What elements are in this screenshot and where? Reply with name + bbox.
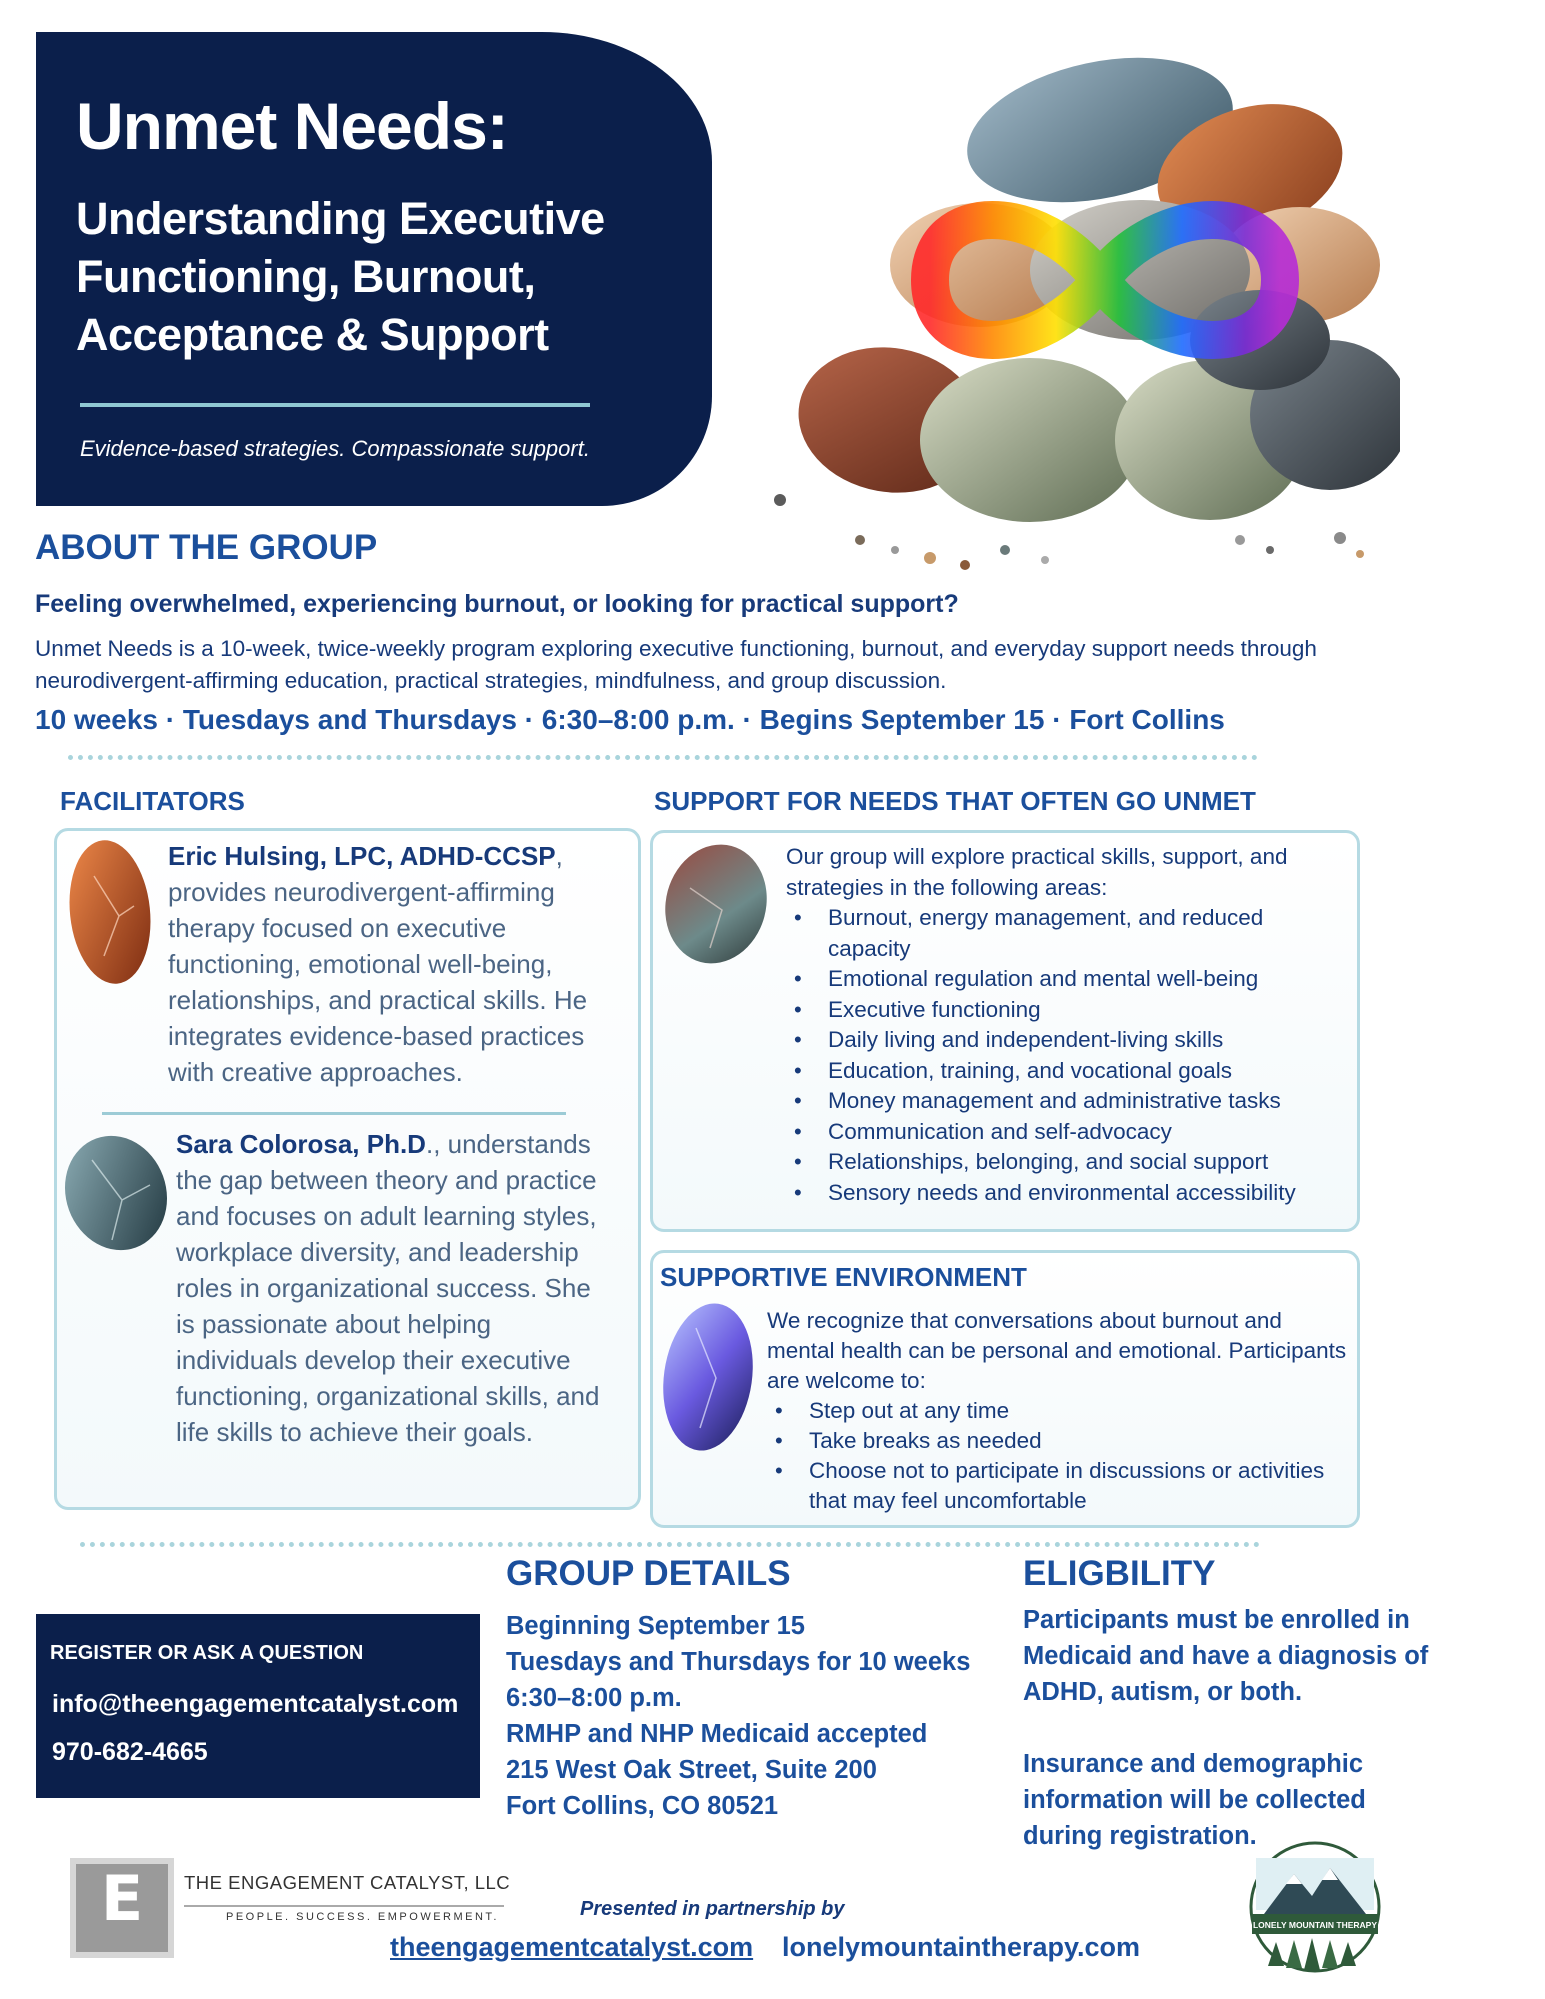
register-email-link[interactable]: info@theengagementcatalyst.com: [52, 1690, 459, 1718]
purple-stone-icon: [656, 1298, 760, 1456]
lm-logo-text: LONELY MOUNTAIN THERAPY: [1252, 1920, 1378, 1930]
list-item: • Take breaks as needed: [767, 1426, 1347, 1456]
detail-line: 215 West Oak Street, Suite 200: [506, 1756, 877, 1784]
subtitle-line: Functioning, Burnout,: [76, 251, 536, 302]
eligibility-note: Insurance and demographic information will be collected during registration.: [1023, 1750, 1366, 1850]
page-title: Unmet Needs:: [76, 89, 508, 163]
list-item: • Education, training, and vocational goals: [786, 1056, 1346, 1087]
company-name: THE ENGAGEMENT CATALYST, LLC: [184, 1872, 511, 1893]
lonely-mountain-therapy-logo: [1246, 1838, 1384, 1976]
tagline: Evidence-based strategies. Compassionate support.: [80, 436, 590, 461]
eric-credentials: , LPC, ADHD-CCSP: [319, 841, 556, 871]
detail-line: Beginning September 15: [506, 1612, 805, 1640]
list-item: • Communication and self-advocacy: [786, 1117, 1346, 1148]
list-item: • Relationships, belonging, and social support: [786, 1147, 1346, 1178]
support-list: [786, 903, 1346, 1208]
support-heading: SUPPORT FOR NEEDS THAT OFTEN GO UNMET: [654, 786, 1256, 816]
engagement-catalyst-link[interactable]: theengagementcatalyst.com: [390, 1932, 754, 1962]
eric-bio-text: , provides neurodivergent-affirming therapy focused on executive functioning, emotional well-being, relationships, and practical skills. He integrates evidence-based practices with creative approaches.: [168, 841, 588, 1087]
about-heading: ABOUT THE GROUP: [35, 528, 378, 567]
environment-heading: SUPPORTIVE ENVIRONMENT: [660, 1262, 1027, 1292]
about-description: Unmet Needs is a 10-week, twice-weekly program exploring executive functioning, burnout, and everyday support needs through neurodivergent-affirming education, practical strategies, mindfulness, and group discussion.: [35, 636, 1317, 693]
list-item: • Burnout, energy management, and reduced capacity: [786, 903, 1346, 964]
eric-name: Eric Hulsing: [168, 841, 320, 871]
detail-line: 6:30–8:00 p.m.: [506, 1684, 682, 1712]
schedule-summary: 10 weeks · Tuesdays and Thursdays · 6:30–8:00 p.m. · Begins September 15 · Fort Collins: [35, 704, 1225, 735]
detail-line: RMHP and NHP Medicaid accepted: [506, 1720, 928, 1748]
sara-name: Sara Colorosa, Ph.D: [176, 1129, 426, 1159]
bio-eric: [168, 838, 608, 1090]
eligibility-requirement: Participants must be enrolled in Medicaid and have a diagnosis of ADHD, autism, or both.: [1023, 1606, 1429, 1706]
register-label: REGISTER OR ASK A QUESTION: [50, 1642, 364, 1664]
register-phone-link[interactable]: 970-682-4665: [52, 1738, 208, 1766]
company-slogan: PEOPLE. SUCCESS. EMPOWERMENT.: [226, 1911, 499, 1923]
list-item: • Executive functioning: [786, 995, 1346, 1026]
header-divider: [80, 403, 590, 407]
list-item: • Daily living and independent-living skills: [786, 1025, 1346, 1056]
list-item: • Choose not to participate in discussions or activities that may feel uncomfortable: [767, 1456, 1347, 1516]
blue-stone-icon: [62, 1130, 170, 1256]
detail-line: Fort Collins, CO 80521: [506, 1792, 779, 1820]
about-question: Feeling overwhelmed, experiencing burnout, or looking for practical support?: [35, 590, 959, 618]
details-list: [506, 1608, 996, 1824]
detail-line: Tuesdays and Thursdays for 10 weeks: [506, 1648, 971, 1676]
subtitle-line: Understanding Executive: [76, 193, 605, 244]
support-intro: Our group will explore practical skills, support, and strategies in the following areas:: [786, 844, 1288, 900]
environment-list: [767, 1396, 1347, 1516]
details-heading: GROUP DETAILS: [506, 1554, 791, 1593]
stone: [920, 358, 1140, 522]
orange-stone-icon: [64, 836, 156, 988]
sara-bio-text: ., understands the gap between theory and practice and focuses on adult learning styles, workplace diversity, and leadership roles in organizational success. She is passionate about helping individuals develop their executive functioning, organizational skills, and life skills to achieve their goals.: [176, 1129, 600, 1447]
subtitle-line: Acceptance & Support: [76, 309, 549, 360]
page-subtitle: [76, 190, 676, 364]
dotted-divider: [68, 755, 1258, 760]
eligibility-heading: ELIGBILITY: [1023, 1554, 1216, 1593]
partner-label: Presented in partnership by: [580, 1898, 845, 1920]
list-item: • Emotional regulation and mental well-being: [786, 964, 1346, 995]
red-gray-stone-icon: [660, 838, 772, 970]
facilitators-heading: FACILITATORS: [60, 786, 245, 816]
list-item: • Money management and administrative tasks: [786, 1086, 1346, 1117]
list-item: • Step out at any time: [767, 1396, 1347, 1426]
logo-letter: E: [100, 1862, 144, 1935]
bio-divider: [102, 1112, 566, 1115]
lonely-mountain-link[interactable]: lonelymountaintherapy.com: [782, 1932, 1141, 1962]
dotted-divider: [80, 1542, 1260, 1547]
stones-infinity-illustration: [740, 20, 1400, 580]
bio-sara: [176, 1126, 616, 1450]
logo-divider: [184, 1905, 504, 1907]
environment-intro: We recognize that conversations about burnout and mental health can be personal and emotional. Participants are welcome to:: [767, 1308, 1347, 1393]
list-item: • Sensory needs and environmental accessibility: [786, 1178, 1346, 1209]
